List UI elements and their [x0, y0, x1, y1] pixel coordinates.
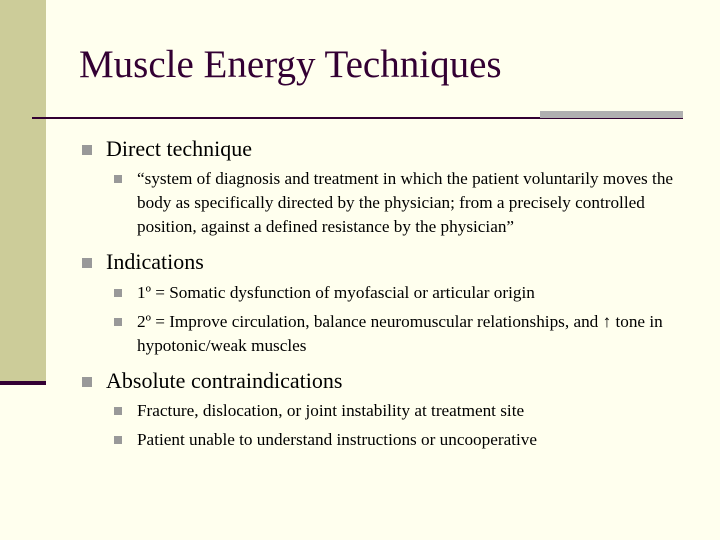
section-indications	[82, 249, 692, 357]
slide-body	[82, 130, 692, 452]
square-bullet-icon	[82, 377, 92, 387]
bullet-level2	[114, 428, 692, 452]
square-bullet-icon	[114, 289, 122, 297]
slide-title: Muscle Energy Techniques	[79, 43, 502, 86]
square-bullet-icon	[114, 436, 122, 444]
bullet-level1	[82, 368, 692, 394]
bullet-text: 1º = Somatic dysfunction of myofascial or articular origin	[137, 282, 535, 302]
square-bullet-icon	[114, 407, 122, 415]
bullet-text: 2º = Improve circulation, balance neuromuscular relationships, and ↑ tone in hypotonic/weak muscles	[137, 311, 663, 355]
bullet-level2	[114, 310, 692, 358]
bullet-level1	[82, 249, 692, 275]
bullet-level2	[114, 281, 692, 305]
square-bullet-icon	[82, 258, 92, 268]
bullet-text: Fracture, dislocation, or joint instability at treatment site	[137, 401, 525, 421]
bullet-heading: Indications	[106, 249, 204, 275]
title-underline-accent	[540, 111, 683, 118]
bullet-level2	[114, 399, 692, 423]
square-bullet-icon	[82, 145, 92, 155]
bullet-heading: Direct technique	[106, 136, 252, 161]
bullet-text: Patient unable to understand instructions or uncooperative	[137, 430, 537, 450]
bullet-text: “system of diagnosis and treatment in which the patient voluntarily moves the body as specifically directed by the physician; from a precisely controlled position, against a defined resistance by the physician”	[137, 169, 674, 237]
section-direct-technique	[82, 136, 692, 239]
section-absolute-contraindications	[82, 368, 692, 452]
square-bullet-icon	[114, 318, 122, 326]
square-bullet-icon	[114, 175, 122, 183]
bullet-level2	[114, 167, 692, 239]
sidebar-rule	[0, 381, 46, 385]
bullet-level1	[82, 136, 692, 162]
bullet-heading: Absolute contraindications	[106, 367, 343, 393]
left-sidebar-band	[0, 0, 46, 385]
